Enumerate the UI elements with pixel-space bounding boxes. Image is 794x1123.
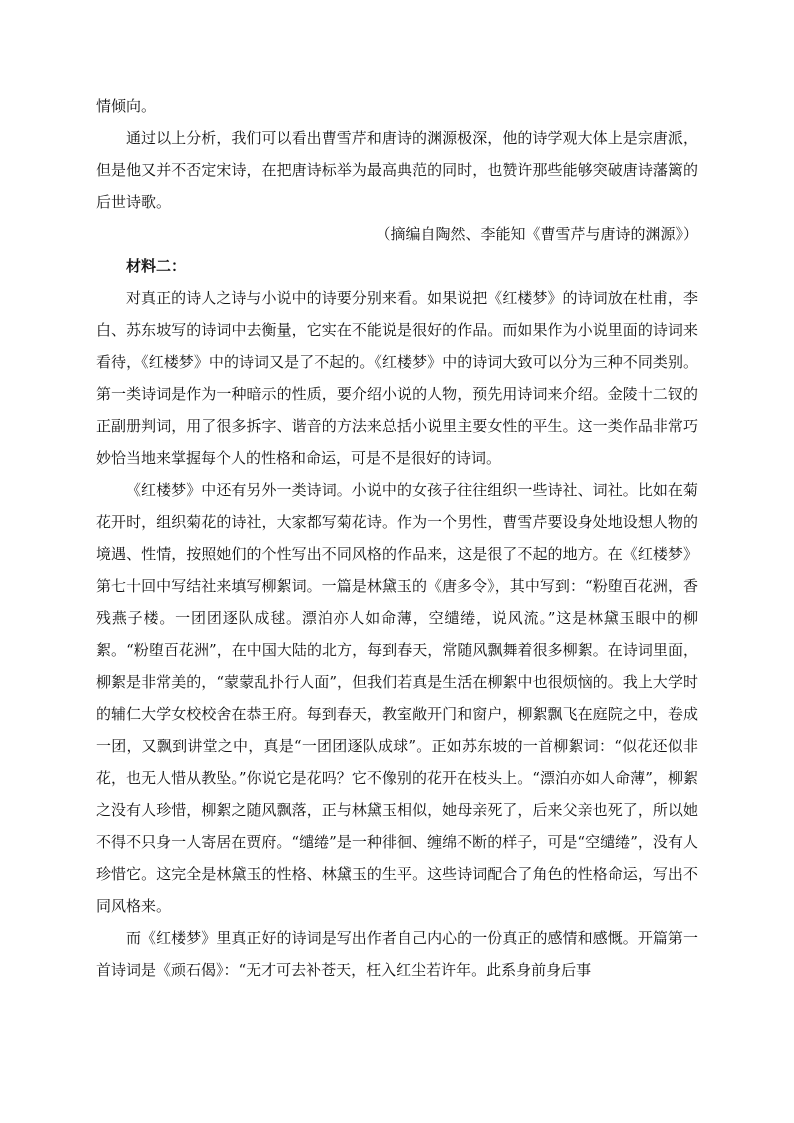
intro-paragraph: 通过以上分析，我们可以看出曹雪芹和唐诗的渊源极深，他的诗学观大体上是宗唐派，但是他又并不否定宋诗，在把唐诗标举为最高典范的同时，也赞许那些能够突破唐诗藩篱的后世诗歌。 <box>96 129 698 211</box>
paragraph: 《红楼梦》中还有另外一类诗词。小说中的女孩子往往组织一些诗社、词社。比如在菊花开时，组织菊花的诗社，大家都写菊花诗。作为一个男性，曹雪芹要设身处地设想人物的境遇、性情，按照她们的个性写出不同风格的作品来，这是很了不起的地方。在《红楼梦》第七十回中写结社来填写柳絮词。一篇是林黛玉的《唐多令》，其中写到：“粉堕百花洲，香残燕子楼。一团团逐队成毬。漂泊亦人如命薄，空缱绻，说风流。”这是林黛玉眼中的柳絮。“粉堕百花洲”，在中国大陆的北方，每到春天，常随风飘舞着很多柳絮。在诗词里面，柳絮是非常美的，“蒙蒙乱扑行人面”，但我们若真是生活在柳絮中也很烦恼的。我上大学时的辅仁大学女校校舍在恭王府。每到春天，教室敞开门和窗户，柳絮飘飞在庭院之中，卷成一团，又飘到讲堂之中，真是“一团团逐队成球”。正如苏东坡的一首柳絮词：“似花还似非花，也无人惜从教坠。”你说它是花吗？它不像别的花开在枝头上。“漂泊亦如人命薄”，柳絮之没有人珍惜，柳絮之随风飘落，正与林黛玉相似，她母亲死了，后来父亲也死了，所以她不得不只身一人寄居在贾府。“缱绻”是一种徘徊、缠绵不断的样子，可是“空缱绻”，没有人珍惜它。这完全是林黛玉的性格、林黛玉的生平。这些诗词配合了角色的性格命运，写出不同风格来。 <box>96 481 698 915</box>
document-body <box>96 90 698 986</box>
source-citation: （摘编自陶然、李能知《曹雪芹与唐诗的渊源》） <box>375 225 698 243</box>
section-heading: 材料二： <box>126 257 187 275</box>
paragraph: 而《红楼梦》里真正好的诗词是写出作者自己内心的一份真正的感情和感慨。开篇第一首诗词是《顽石偈》：“无才可去补苍天，枉入红尘若许年。此系身前身后事 <box>96 929 698 979</box>
paragraph: 对真正的诗人之诗与小说中的诗要分别来看。如果说把《红楼梦》的诗词放在杜甫，李白、苏东坡写的诗词中去衡量，它实在不能说是很好的作品。而如果作为小说里面的诗词来看待，《红楼梦》中的诗词又是了不起的。《红楼梦》中的诗词大致可以分为三种不同类别。第一类诗词是作为一种暗示的性质，要介绍小说的人物，预先用诗词来介绍。金陵十二钗的正副册判词，用了很多拆字、谐音的方法来总括小说里主要女性的平生。这一类作品非常巧妙恰当地来掌握每个人的性格和命运，可是不是很好的诗词。 <box>96 289 698 467</box>
intro-fragment: 情倾向。 <box>96 97 157 115</box>
